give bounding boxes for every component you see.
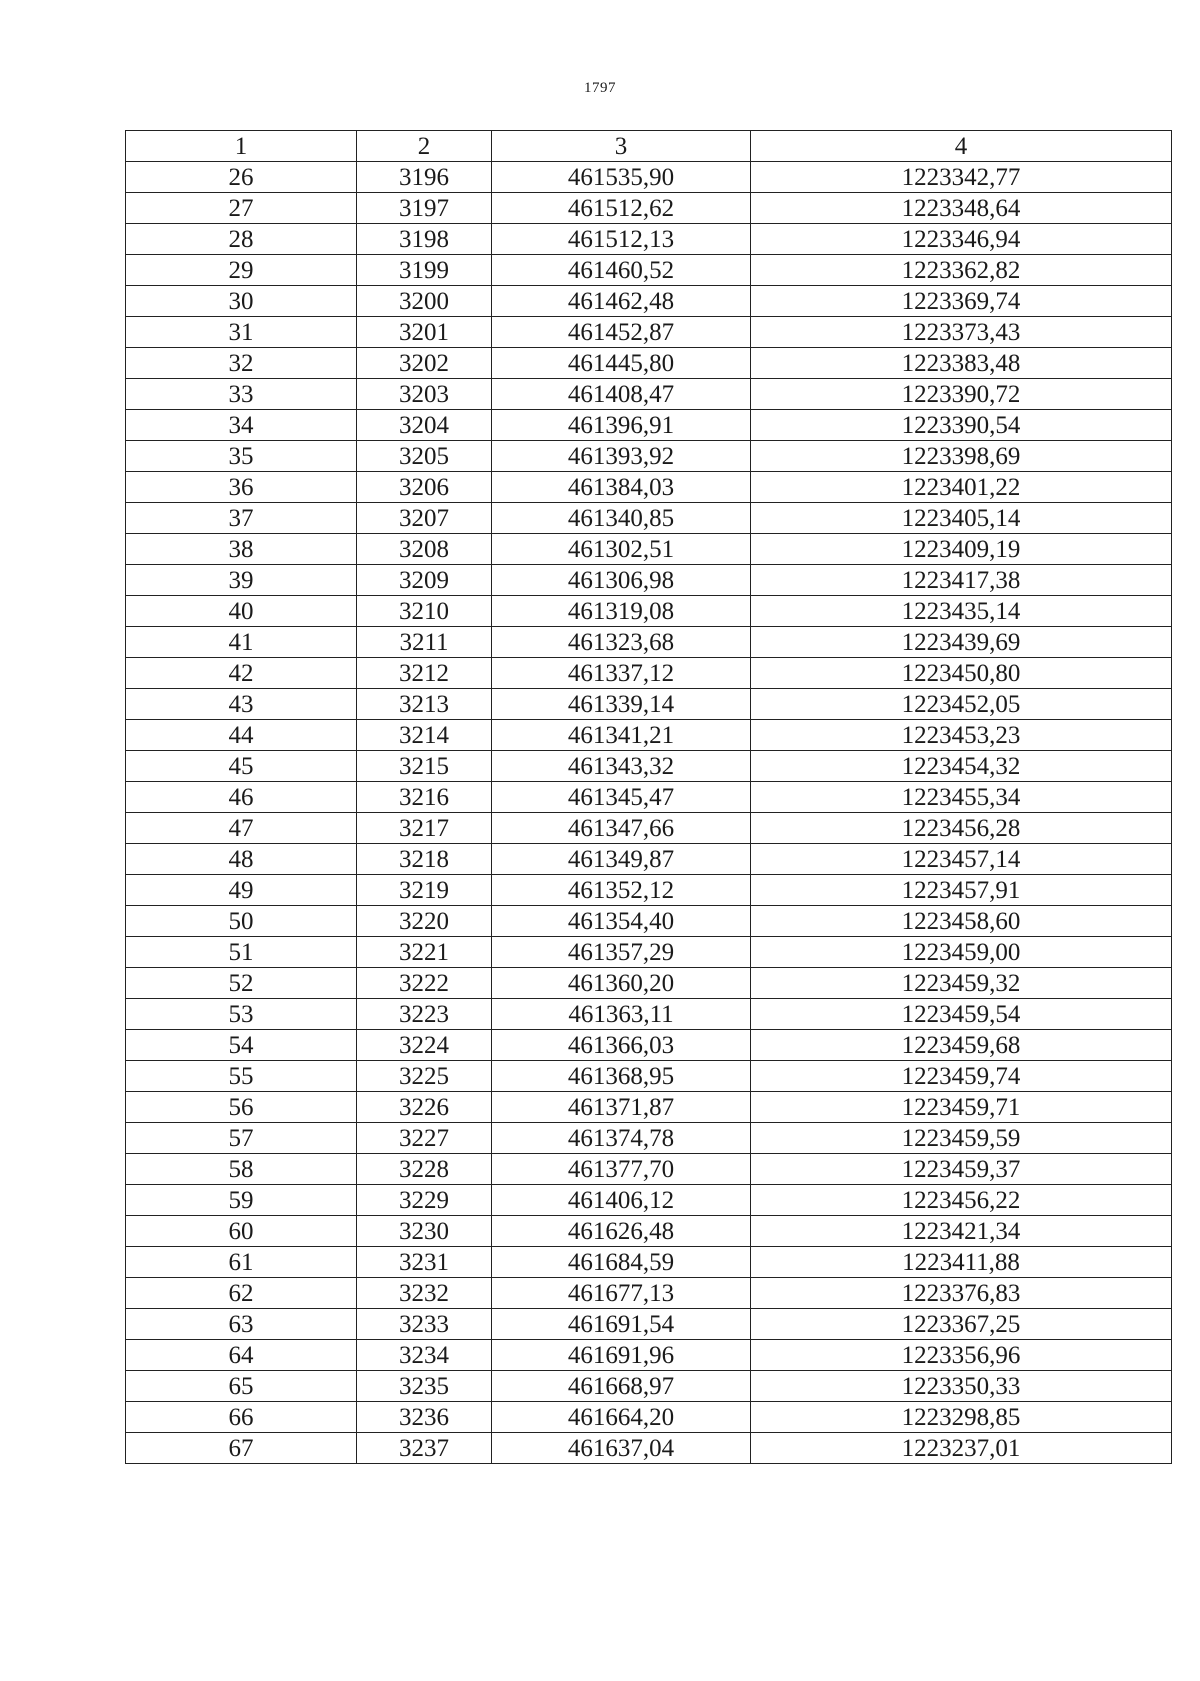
column-header-1: 1 [126,131,357,162]
y-coordinate-cell: 1223439,69 [751,627,1172,658]
point-number-cell: 3206 [357,472,492,503]
row-number-cell: 66 [126,1402,357,1433]
y-coordinate-cell: 1223459,00 [751,937,1172,968]
table-row [126,937,1172,968]
point-number-cell: 3203 [357,379,492,410]
x-coordinate-cell: 461323,68 [492,627,751,658]
point-number-cell: 3202 [357,348,492,379]
x-coordinate-cell: 461691,54 [492,1309,751,1340]
row-number-cell: 38 [126,534,357,565]
row-number-cell: 55 [126,1061,357,1092]
table-row [126,1433,1172,1464]
point-number-cell: 3232 [357,1278,492,1309]
row-number-cell: 56 [126,1092,357,1123]
x-coordinate-cell: 461341,21 [492,720,751,751]
point-number-cell: 3234 [357,1340,492,1371]
table-row [126,286,1172,317]
x-coordinate-cell: 461384,03 [492,472,751,503]
y-coordinate-cell: 1223459,37 [751,1154,1172,1185]
point-number-cell: 3213 [357,689,492,720]
row-number-cell: 31 [126,317,357,348]
table-row [126,534,1172,565]
row-number-cell: 65 [126,1371,357,1402]
y-coordinate-cell: 1223298,85 [751,1402,1172,1433]
y-coordinate-cell: 1223459,68 [751,1030,1172,1061]
x-coordinate-cell: 461637,04 [492,1433,751,1464]
row-number-cell: 41 [126,627,357,658]
x-coordinate-cell: 461460,52 [492,255,751,286]
y-coordinate-cell: 1223458,60 [751,906,1172,937]
table-row [126,751,1172,782]
row-number-cell: 37 [126,503,357,534]
table-row [126,1030,1172,1061]
table-row [126,1185,1172,1216]
x-coordinate-cell: 461347,66 [492,813,751,844]
table-row [126,565,1172,596]
row-number-cell: 36 [126,472,357,503]
table-row [126,348,1172,379]
y-coordinate-cell: 1223459,32 [751,968,1172,999]
table-row [126,689,1172,720]
y-coordinate-cell: 1223356,96 [751,1340,1172,1371]
x-coordinate-cell: 461340,85 [492,503,751,534]
point-number-cell: 3207 [357,503,492,534]
row-number-cell: 64 [126,1340,357,1371]
point-number-cell: 3214 [357,720,492,751]
point-number-cell: 3231 [357,1247,492,1278]
x-coordinate-cell: 461452,87 [492,317,751,348]
row-number-cell: 57 [126,1123,357,1154]
point-number-cell: 3204 [357,410,492,441]
y-coordinate-cell: 1223342,77 [751,162,1172,193]
y-coordinate-cell: 1223409,19 [751,534,1172,565]
table-row [126,1402,1172,1433]
x-coordinate-cell: 461343,32 [492,751,751,782]
y-coordinate-cell: 1223398,69 [751,441,1172,472]
y-coordinate-cell: 1223390,54 [751,410,1172,441]
point-number-cell: 3222 [357,968,492,999]
row-number-cell: 42 [126,658,357,689]
y-coordinate-cell: 1223405,14 [751,503,1172,534]
x-coordinate-cell: 461408,47 [492,379,751,410]
x-coordinate-cell: 461677,13 [492,1278,751,1309]
row-number-cell: 34 [126,410,357,441]
point-number-cell: 3217 [357,813,492,844]
y-coordinate-cell: 1223411,88 [751,1247,1172,1278]
row-number-cell: 48 [126,844,357,875]
row-number-cell: 52 [126,968,357,999]
x-coordinate-cell: 461393,92 [492,441,751,472]
x-coordinate-cell: 461512,13 [492,224,751,255]
table-row [126,968,1172,999]
table-row [126,1247,1172,1278]
x-coordinate-cell: 461462,48 [492,286,751,317]
row-number-cell: 62 [126,1278,357,1309]
table-row [126,782,1172,813]
table-row [126,441,1172,472]
point-number-cell: 3209 [357,565,492,596]
table-row [126,596,1172,627]
table-row [126,379,1172,410]
y-coordinate-cell: 1223435,14 [751,596,1172,627]
point-number-cell: 3225 [357,1061,492,1092]
point-number-cell: 3200 [357,286,492,317]
table-row [126,720,1172,751]
point-number-cell: 3233 [357,1309,492,1340]
row-number-cell: 49 [126,875,357,906]
x-coordinate-cell: 461354,40 [492,906,751,937]
point-number-cell: 3201 [357,317,492,348]
y-coordinate-cell: 1223459,54 [751,999,1172,1030]
y-coordinate-cell: 1223417,38 [751,565,1172,596]
table-row [126,317,1172,348]
table-row [126,1061,1172,1092]
table-header-row [126,131,1172,162]
x-coordinate-cell: 461684,59 [492,1247,751,1278]
point-number-cell: 3219 [357,875,492,906]
table-row [126,813,1172,844]
point-number-cell: 3211 [357,627,492,658]
x-coordinate-cell: 461691,96 [492,1340,751,1371]
x-coordinate-cell: 461668,97 [492,1371,751,1402]
row-number-cell: 33 [126,379,357,410]
x-coordinate-cell: 461349,87 [492,844,751,875]
column-header-3: 3 [492,131,751,162]
y-coordinate-cell: 1223390,72 [751,379,1172,410]
row-number-cell: 28 [126,224,357,255]
y-coordinate-cell: 1223401,22 [751,472,1172,503]
table-row [126,410,1172,441]
point-number-cell: 3197 [357,193,492,224]
x-coordinate-cell: 461626,48 [492,1216,751,1247]
table-row [126,255,1172,286]
row-number-cell: 46 [126,782,357,813]
point-number-cell: 3221 [357,937,492,968]
table-row [126,1340,1172,1371]
x-coordinate-cell: 461345,47 [492,782,751,813]
table-row [126,906,1172,937]
x-coordinate-cell: 461357,29 [492,937,751,968]
y-coordinate-cell: 1223456,28 [751,813,1172,844]
y-coordinate-cell: 1223453,23 [751,720,1172,751]
x-coordinate-cell: 461445,80 [492,348,751,379]
y-coordinate-cell: 1223457,91 [751,875,1172,906]
y-coordinate-cell: 1223459,59 [751,1123,1172,1154]
table-row [126,224,1172,255]
x-coordinate-cell: 461339,14 [492,689,751,720]
x-coordinate-cell: 461377,70 [492,1154,751,1185]
x-coordinate-cell: 461664,20 [492,1402,751,1433]
y-coordinate-cell: 1223421,34 [751,1216,1172,1247]
point-number-cell: 3224 [357,1030,492,1061]
row-number-cell: 50 [126,906,357,937]
table-row [126,844,1172,875]
y-coordinate-cell: 1223373,43 [751,317,1172,348]
point-number-cell: 3208 [357,534,492,565]
table-row [126,1123,1172,1154]
x-coordinate-cell: 461306,98 [492,565,751,596]
x-coordinate-cell: 461512,62 [492,193,751,224]
table-row [126,627,1172,658]
table-row [126,1154,1172,1185]
coordinates-table [125,130,1172,1464]
row-number-cell: 29 [126,255,357,286]
row-number-cell: 51 [126,937,357,968]
table-row [126,875,1172,906]
point-number-cell: 3223 [357,999,492,1030]
row-number-cell: 67 [126,1433,357,1464]
y-coordinate-cell: 1223459,74 [751,1061,1172,1092]
row-number-cell: 61 [126,1247,357,1278]
x-coordinate-cell: 461352,12 [492,875,751,906]
point-number-cell: 3205 [357,441,492,472]
row-number-cell: 43 [126,689,357,720]
point-number-cell: 3216 [357,782,492,813]
x-coordinate-cell: 461535,90 [492,162,751,193]
y-coordinate-cell: 1223450,80 [751,658,1172,689]
table-row [126,1092,1172,1123]
x-coordinate-cell: 461406,12 [492,1185,751,1216]
row-number-cell: 27 [126,193,357,224]
column-header-4: 4 [751,131,1172,162]
y-coordinate-cell: 1223455,34 [751,782,1172,813]
table-row [126,999,1172,1030]
row-number-cell: 26 [126,162,357,193]
y-coordinate-cell: 1223383,48 [751,348,1172,379]
point-number-cell: 3228 [357,1154,492,1185]
row-number-cell: 39 [126,565,357,596]
y-coordinate-cell: 1223346,94 [751,224,1172,255]
row-number-cell: 54 [126,1030,357,1061]
x-coordinate-cell: 461368,95 [492,1061,751,1092]
y-coordinate-cell: 1223367,25 [751,1309,1172,1340]
y-coordinate-cell: 1223454,32 [751,751,1172,782]
point-number-cell: 3215 [357,751,492,782]
row-number-cell: 53 [126,999,357,1030]
point-number-cell: 3237 [357,1433,492,1464]
x-coordinate-cell: 461366,03 [492,1030,751,1061]
row-number-cell: 63 [126,1309,357,1340]
row-number-cell: 40 [126,596,357,627]
table-body [126,162,1172,1464]
y-coordinate-cell: 1223376,83 [751,1278,1172,1309]
x-coordinate-cell: 461302,51 [492,534,751,565]
point-number-cell: 3212 [357,658,492,689]
point-number-cell: 3235 [357,1371,492,1402]
table-row [126,1278,1172,1309]
x-coordinate-cell: 461319,08 [492,596,751,627]
y-coordinate-cell: 1223459,71 [751,1092,1172,1123]
y-coordinate-cell: 1223369,74 [751,286,1172,317]
table-row [126,658,1172,689]
row-number-cell: 60 [126,1216,357,1247]
x-coordinate-cell: 461371,87 [492,1092,751,1123]
row-number-cell: 32 [126,348,357,379]
y-coordinate-cell: 1223348,64 [751,193,1172,224]
point-number-cell: 3196 [357,162,492,193]
y-coordinate-cell: 1223452,05 [751,689,1172,720]
row-number-cell: 58 [126,1154,357,1185]
x-coordinate-cell: 461363,11 [492,999,751,1030]
y-coordinate-cell: 1223237,01 [751,1433,1172,1464]
x-coordinate-cell: 461360,20 [492,968,751,999]
table-row [126,472,1172,503]
x-coordinate-cell: 461396,91 [492,410,751,441]
row-number-cell: 35 [126,441,357,472]
y-coordinate-cell: 1223456,22 [751,1185,1172,1216]
row-number-cell: 47 [126,813,357,844]
table-row [126,162,1172,193]
y-coordinate-cell: 1223457,14 [751,844,1172,875]
point-number-cell: 3210 [357,596,492,627]
row-number-cell: 45 [126,751,357,782]
y-coordinate-cell: 1223362,82 [751,255,1172,286]
point-number-cell: 3230 [357,1216,492,1247]
table-row [126,1309,1172,1340]
point-number-cell: 3218 [357,844,492,875]
point-number-cell: 3236 [357,1402,492,1433]
y-coordinate-cell: 1223350,33 [751,1371,1172,1402]
x-coordinate-cell: 461374,78 [492,1123,751,1154]
point-number-cell: 3226 [357,1092,492,1123]
table-row [126,1216,1172,1247]
table-row [126,193,1172,224]
page-number: 1797 [584,80,616,96]
point-number-cell: 3229 [357,1185,492,1216]
point-number-cell: 3198 [357,224,492,255]
point-number-cell: 3220 [357,906,492,937]
x-coordinate-cell: 461337,12 [492,658,751,689]
row-number-cell: 44 [126,720,357,751]
table-row [126,503,1172,534]
point-number-cell: 3227 [357,1123,492,1154]
table-row [126,1371,1172,1402]
row-number-cell: 30 [126,286,357,317]
row-number-cell: 59 [126,1185,357,1216]
point-number-cell: 3199 [357,255,492,286]
column-header-2: 2 [357,131,492,162]
